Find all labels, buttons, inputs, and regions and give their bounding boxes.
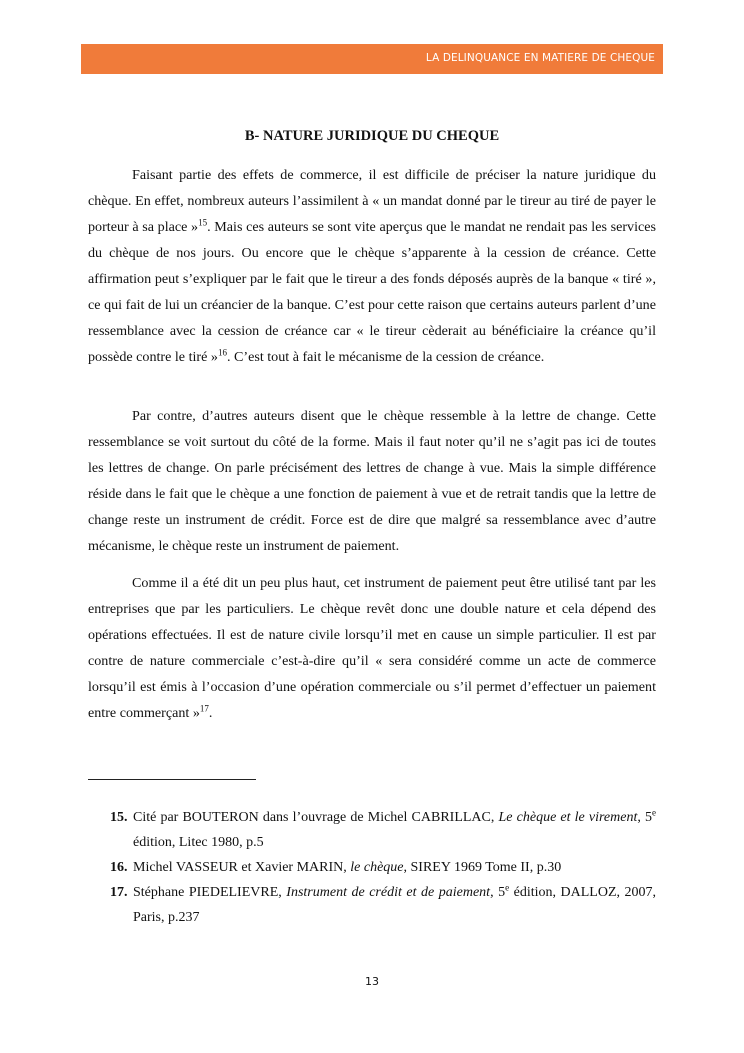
header-title: LA DELINQUANCE EN MATIERE DE CHEQUE xyxy=(425,52,655,64)
footnote-text: Cité par BOUTERON dans l’ouvrage de Michel CABRILLAC, xyxy=(133,810,499,825)
footnote-ref-17: 17 xyxy=(199,703,209,714)
paragraph-3-text-a: Comme il a été dit un peu plus haut, cet instrument de paiement peut être utilisé tant par les entreprises que par les particuliers. Le chèque revêt donc une double nature et cela dépend des opérations effectuées. Il est de nature civile lorsqu’il met en cause un simple particulier. Il est par contre de nature commerciale c’est-à-dire qu’il « sera considéré comme un acte de commerce lorsqu’il est émis à l’occasion d’une opération commerciale ou s’il permet d’effectuer un paiement entre commerçant » xyxy=(88,575,656,721)
footnote-text: , 5 xyxy=(637,810,652,825)
footnote-ref-15: 15 xyxy=(198,217,208,228)
footnote-17 xyxy=(88,880,656,930)
paragraph-1-text-a: Faisant partie des effets de commerce, il est difficile de préciser la nature juridique du chèque. En effet, nombreux auteurs l’assimilent à « un mandat donné par le tireur au tiré de payer le porteur à sa place » xyxy=(88,167,656,235)
footnote-text: édition, DALLOZ, 2007, Paris, p.237 xyxy=(133,885,657,925)
footnote-text: , 5 xyxy=(490,885,506,900)
footnote-number: 16. xyxy=(110,860,128,875)
header-band xyxy=(81,44,663,74)
footnote-16 xyxy=(88,855,656,880)
footnote-text: , SIREY 1969 Tome II, p.30 xyxy=(403,860,562,875)
paragraph-2: Par contre, d’autres auteurs disent que le chèque ressemble à la lettre de change. Cette ressemblance se voit surtout du côté de la forme. Mais il faut noter qu’il ne s’agit pas ici de toutes les lettres de change. On parle précisément des lettres de change à vue. Mais la simple différence réside dans le fait que le chèque a une fonction de paiement à vue et de retrait tandis que la lettre de change reste un instrument de crédit. Force est de dire que malgré sa ressemblance avec d’autre mécanisme, le chèque reste un instrument de paiement. xyxy=(88,408,656,554)
footnote-ref-16: 16 xyxy=(217,347,227,358)
paragraph-1 xyxy=(88,162,656,370)
footnote-title: Instrument de crédit et de paiement xyxy=(286,885,491,900)
footnote-title: Le chèque et le virement xyxy=(498,810,638,825)
footnote-text: Stéphane PIEDELIEVRE, xyxy=(133,885,287,900)
footnote-text: édition, Litec 1980, p.5 xyxy=(133,835,264,850)
footnote-number: 17. xyxy=(110,885,128,900)
footnote-sup: e xyxy=(505,882,510,893)
footnote-number: 15. xyxy=(110,810,128,825)
footnote-list xyxy=(88,805,656,930)
paragraph-1-text-c: . C’est tout à fait le mécanisme de la cession de créance. xyxy=(226,349,545,365)
footnote-title: le chèque xyxy=(350,860,404,875)
footnote-sup: e xyxy=(652,807,656,818)
page-number: 13 xyxy=(365,975,379,988)
paragraph-3-text-b: . xyxy=(208,705,213,721)
footnote-text: Michel VASSEUR et Xavier MARIN, xyxy=(133,860,351,875)
paragraph-3 xyxy=(88,570,656,726)
paragraph-1-text-b: . Mais ces auteurs se sont vite aperçus que le mandat ne rendait pas les services du chèque de nos jours. Ou encore que le chèque s’apparente à la cession de créance. Cette affirmation peut s’expliquer par le fait que le tireur a des fonds déposés auprès de la banque « tiré », ce qui fait de lui un créancier de la banque. C’est pour cette raison que certains auteurs parlent d’une ressemblance avec la cession de créance car « le tireur cèderait au bénéficiaire la créance qu’il possède contre le tiré » xyxy=(88,219,656,365)
section-title: B- NATURE JURIDIQUE DU CHEQUE xyxy=(244,128,500,144)
footnote-15 xyxy=(88,805,656,855)
footnote-separator xyxy=(88,779,256,780)
